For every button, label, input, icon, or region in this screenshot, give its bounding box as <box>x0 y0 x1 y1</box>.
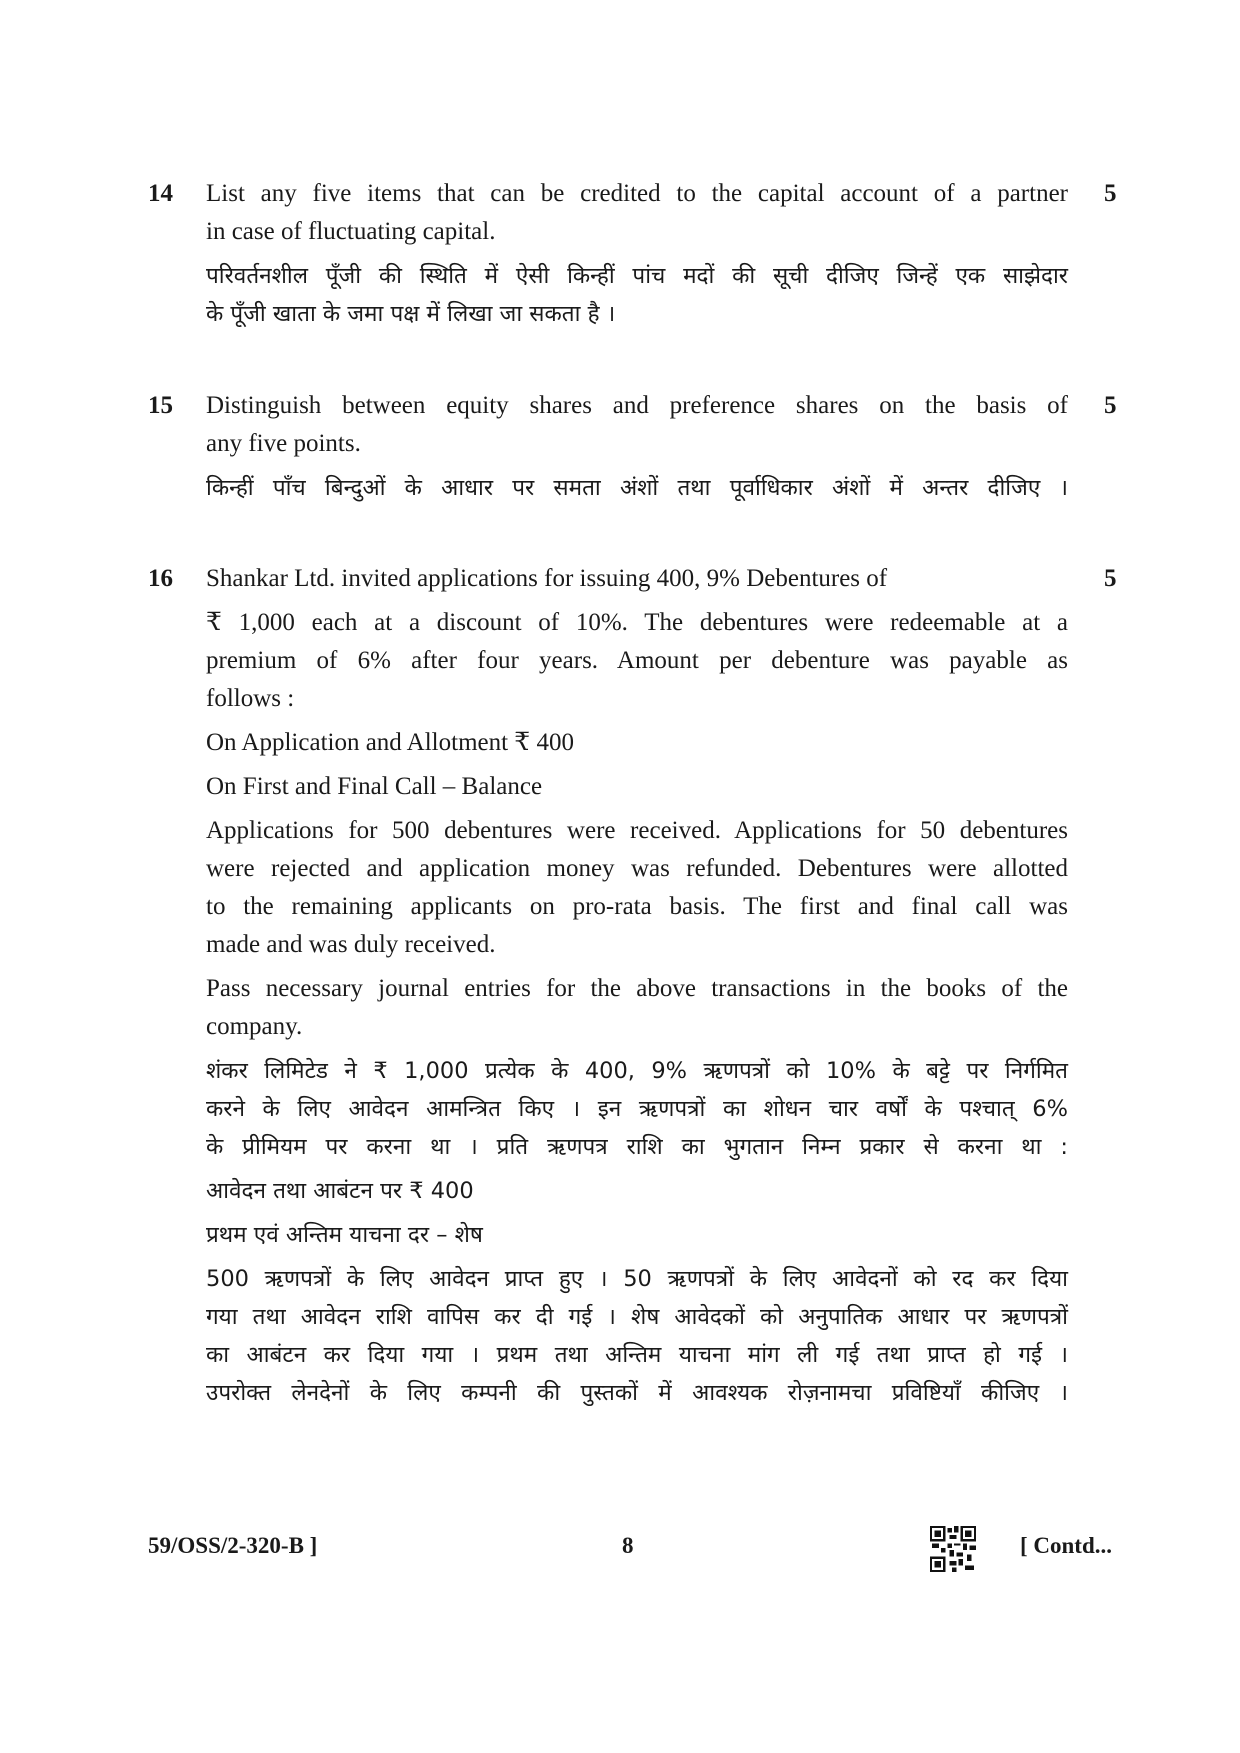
question-number: 15 <box>148 392 173 419</box>
question-number: 16 <box>148 565 173 592</box>
hindi-text-line: शंकर लिमिटेड ने ₹ 1,000 प्रत्येक के 400, 9% ऋणपत्रों को 10% के बट्टे पर निर्गमित <box>206 1058 1068 1084</box>
hindi-text-line: उपरोक्त लेनदेनों के लिए कम्पनी की पुस्तकों में आवश्यक रोज़नामचा प्रविष्टियाँ कीजिए । <box>206 1380 1068 1406</box>
english-terms-line: On Application and Allotment ₹ 400 <box>206 729 574 756</box>
english-text-line: Shankar Ltd. invited applications for issuing 400, 9% Debentures of <box>206 565 888 592</box>
english-text-line: List any five items that can be credited to the capital account of a partner <box>206 180 1068 207</box>
english-text-line: ₹ 1,000 each at a discount of 10%. The debentures were redeemable at a <box>206 609 1068 636</box>
english-text-line: follows : <box>206 685 295 712</box>
hindi-terms-line: आवेदन तथा आबंटन पर ₹ 400 <box>206 1178 474 1204</box>
english-text-line: in case of fluctuating capital. <box>206 218 496 245</box>
hindi-text-line: गया तथा आवेदन राशि वापिस कर दी गई । शेष आवेदकों को अनुपातिक आधार पर ऋणपत्रों <box>206 1304 1068 1330</box>
page-number: 8 <box>622 1533 634 1558</box>
english-text-line: any five points. <box>206 430 361 457</box>
continued-label: [ Contd... <box>1020 1533 1113 1558</box>
question-marks: 5 <box>1104 180 1117 207</box>
question-body <box>206 175 1068 333</box>
english-text-line: Distinguish between equity shares and preference shares on the basis of <box>206 392 1068 419</box>
page-footer <box>0 1526 1240 1566</box>
paper-code: 59/OSS/2-320-B ] <box>148 1533 318 1558</box>
hindi-text-line: किन्हीं पाँच बिन्दुओं के आधार पर समता अंशों तथा पूर्वाधिकार अंशों में अन्तर दीजिए । <box>206 475 1068 501</box>
question-body <box>206 387 1068 507</box>
english-text-line: Pass necessary journal entries for the above transactions in the books of the <box>206 975 1068 1002</box>
english-text-line: Applications for 500 debentures were received. Applications for 50 debentures <box>206 817 1068 844</box>
question-marks: 5 <box>1104 392 1117 419</box>
question-number: 14 <box>148 180 173 207</box>
hindi-text-line: के पूँजी खाता के जमा पक्ष में लिखा जा सकता है । <box>206 301 616 327</box>
english-text-line: made and was duly received. <box>206 931 496 958</box>
english-text-line: company. <box>206 1013 303 1040</box>
question-body <box>206 560 1068 1412</box>
english-text-line: premium of 6% after four years. Amount per debenture was payable as <box>206 647 1068 674</box>
english-terms-line: On First and Final Call – Balance <box>206 773 543 800</box>
hindi-text-line: परिवर्तनशील पूँजी की स्थिति में ऐसी किन्हीं पांच मदों की सूची दीजिए जिन्हें एक साझेदार <box>206 263 1068 289</box>
english-text-line: were rejected and application money was refunded. Debentures were allotted <box>206 855 1068 882</box>
english-text-line: to the remaining applicants on pro-rata basis. The first and final call was <box>206 893 1068 920</box>
question-marks: 5 <box>1104 565 1117 592</box>
hindi-text-line: का आबंटन कर दिया गया । प्रथम तथा अन्तिम याचना मांग ली गई तथा प्राप्त हो गई । <box>206 1342 1068 1368</box>
hindi-text-line: के प्रीमियम पर करना था । प्रति ऋणपत्र राशि का भुगतान निम्न प्रकार से करना था : <box>206 1134 1068 1160</box>
hindi-text-line: 500 ऋणपत्रों के लिए आवेदन प्राप्त हुए । 50 ऋणपत्रों के लिए आवेदनों को रद कर दिया <box>206 1266 1068 1292</box>
qr-code-icon <box>930 1526 976 1572</box>
hindi-terms-line: प्रथम एवं अन्तिम याचना दर – शेष <box>206 1222 483 1248</box>
hindi-text-line: करने के लिए आवेदन आमन्त्रित किए । इन ऋणपत्रों का शोधन चार वर्षों के पश्चात् 6% <box>206 1096 1068 1122</box>
